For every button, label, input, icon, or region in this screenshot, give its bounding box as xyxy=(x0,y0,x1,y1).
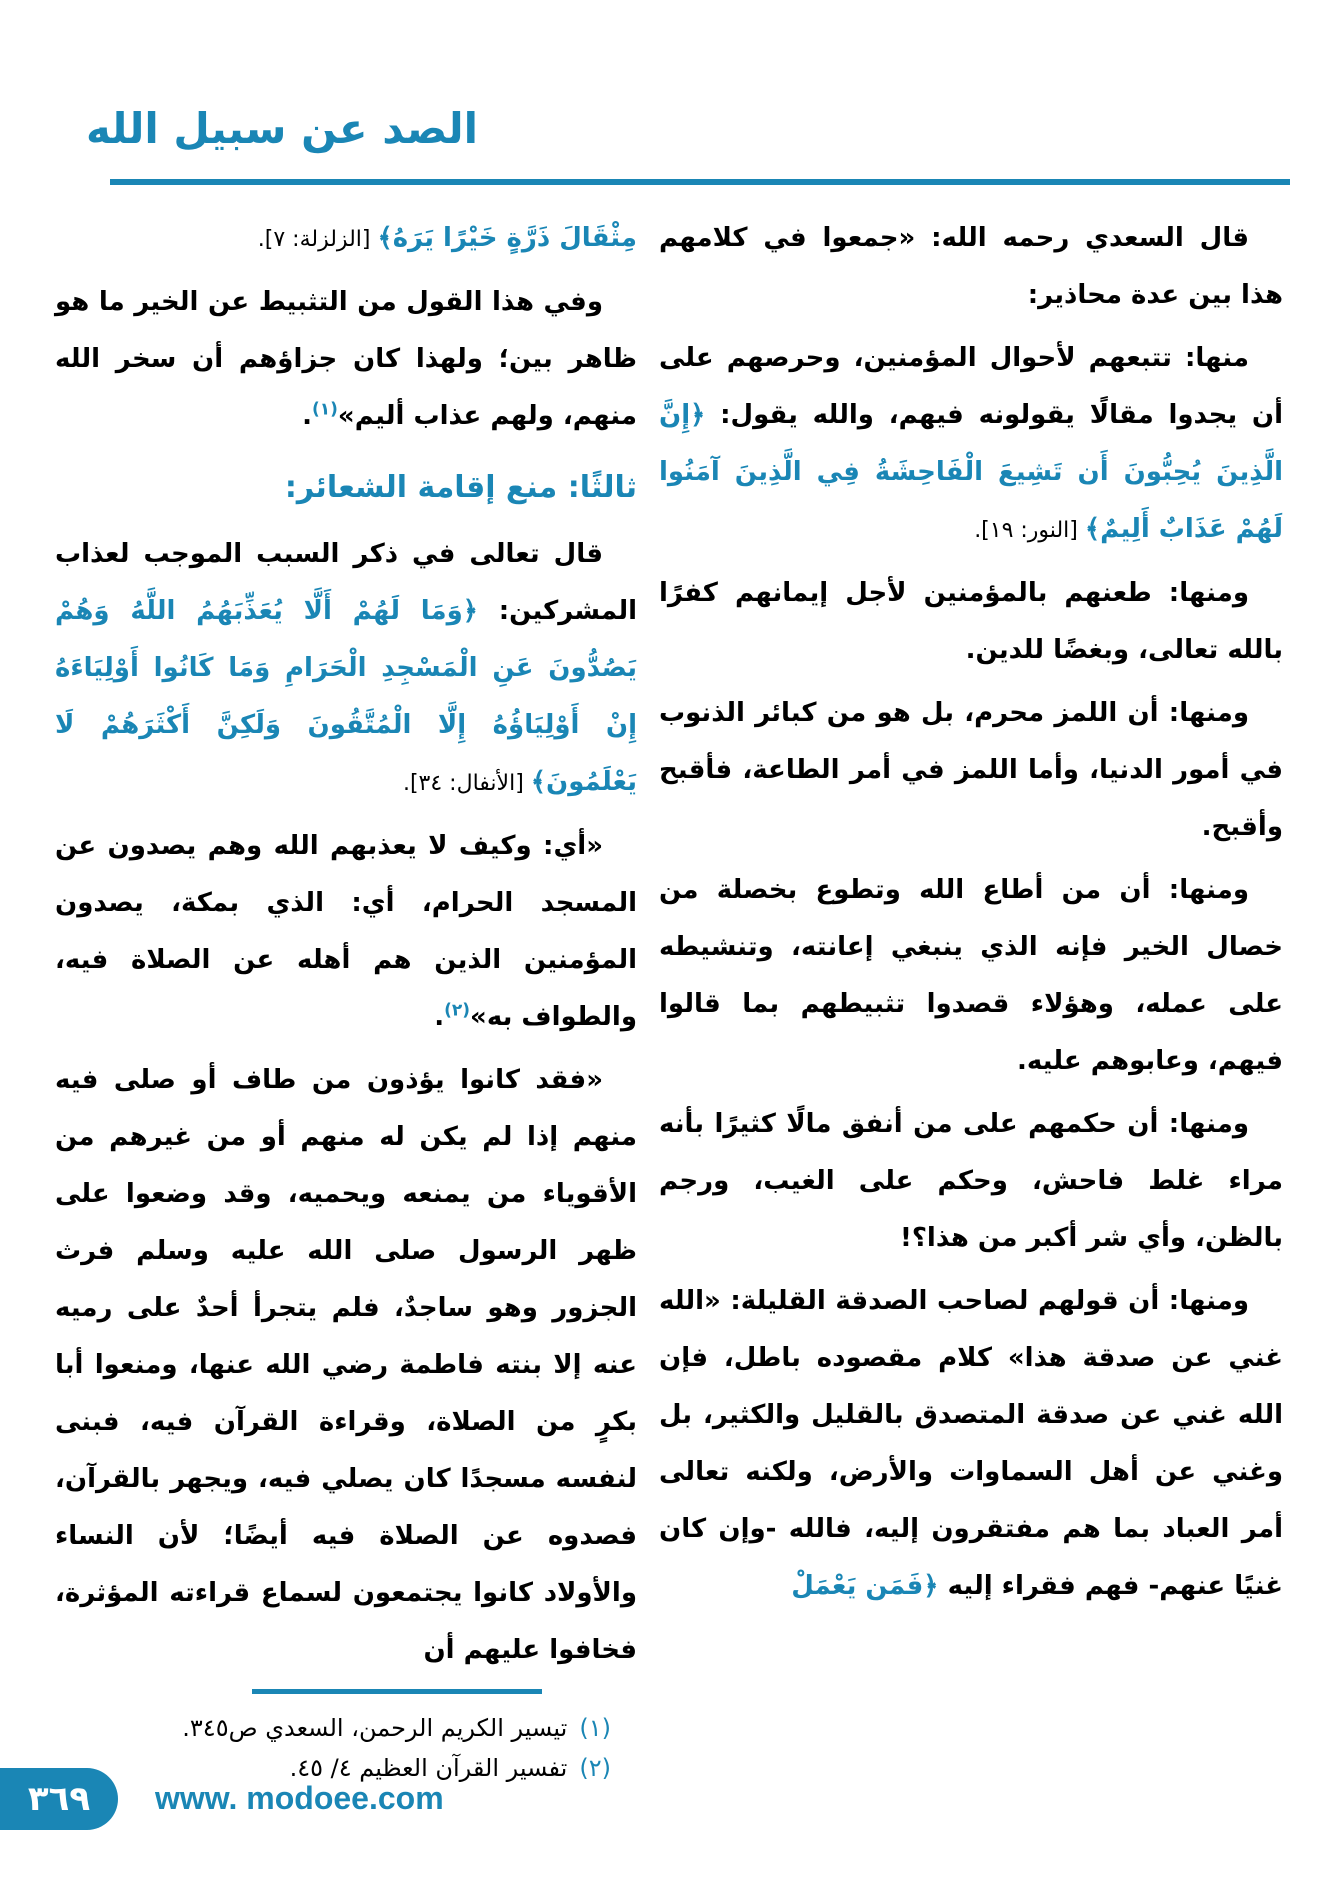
paragraph xyxy=(55,210,637,268)
quran-verse: ﴿إِنَّ الَّذِينَ يُحِبُّونَ أَن تَشِيعَ الْفَاحِشَةُ فِي الَّذِينَ آمَنُوا لَهُمْ عَذَابٌ أَلِيمٌ﴾ xyxy=(659,400,1283,544)
page-title: الصد عن سبيل الله xyxy=(86,104,479,153)
footnote-marker: (٢) xyxy=(444,1000,471,1021)
paragraph xyxy=(659,210,1283,324)
paragraph xyxy=(55,274,637,445)
header-rule xyxy=(110,179,1290,185)
verse-reference: [النور: ١٩]. xyxy=(974,518,1085,543)
paragraph xyxy=(55,526,637,812)
footnote-separator xyxy=(252,1689,542,1694)
paragraph xyxy=(659,330,1283,559)
footnote-item xyxy=(55,1708,637,1748)
footnote-area xyxy=(55,1689,637,1788)
footnote-text: تفسير القرآن العظيم ٤/ ٤٥. xyxy=(289,1754,568,1782)
website-url: www. modoee.com xyxy=(155,1780,444,1816)
section-heading xyxy=(55,459,637,516)
verse-reference: [الزلزلة: ٧]. xyxy=(257,227,378,252)
paragraph xyxy=(659,565,1283,679)
body-text: قال تعالى في ذكر السبب الموجب لعذاب المشركين: xyxy=(55,539,637,626)
footnote-marker: (١) xyxy=(311,399,338,420)
verse-reference: [الأنفال: ٣٤]. xyxy=(402,771,531,796)
body-text: ومنها: أن اللمز محرم، بل هو من كبائر الذنوب في أمور الدنيا، وأما اللمز في أمر الطاعة، فأقبح وأقبح. xyxy=(659,698,1283,842)
body-text: ومنها: أن من أطاع الله وتطوع بخصلة من خصال الخير فإنه الذي ينبغي إعانته، وتنشيطه على عمله، وهؤلاء قصدوا تثبيطهم بما قالوا فيهم، وعابوهم عليه. xyxy=(659,875,1283,1076)
body-text: . xyxy=(302,401,312,431)
body-text: ومنها: أن حكمهم على من أنفق مالًا كثيرًا بأنه مراء غلط فاحش، وحكم على الغيب، ورجم بالظن، وأي شر أكبر من هذا؟! xyxy=(659,1109,1283,1253)
column-left xyxy=(55,210,637,1788)
paragraph xyxy=(659,1096,1283,1267)
body-text: ومنها: أن قولهم لصاحب الصدقة القليلة: «الله غني عن صدقة هذا» كلام مقصوده باطل، فإن الله غني عن صدقة المتصدق بالقليل والكثير، بل وغني عن أهل السماوات والأرض، ولكنه تعالى أمر العباد بما هم مفتقرون إليه، فالله -وإن كان غنيًا عنهم- فهم فقراء إليه xyxy=(659,1286,1283,1601)
body-text: وفي هذا القول من التثبيط عن الخير ما هو ظاهر بين؛ ولهذا كان جزاؤهم أن سخر الله منهم، ولهم عذاب أليم» xyxy=(55,287,637,431)
body-text: ثالثًا: منع إقامة الشعائر: xyxy=(284,470,637,505)
quran-verse: ﴿وَمَا لَهُمْ أَلَّا يُعَذِّبَهُمُ اللَّهُ وَهُمْ يَصُدُّونَ عَنِ الْمَسْجِدِ الْحَرَامِ وَمَا كَانُوا أَوْلِيَاءَهُ إِنْ أَوْلِيَاؤُهُ إِلَّا الْمُتَّقُونَ وَلَكِنَّ أَكْثَرَهُمْ لَا يَعْلَمُونَ﴾ xyxy=(55,596,637,797)
footnote-number: (١) xyxy=(579,1714,611,1742)
body-text: . xyxy=(434,1002,445,1032)
body-text: ومنها: طعنهم بالمؤمنين لأجل إيمانهم كفرًا بالله تعالى، وبغضًا للدين. xyxy=(659,578,1283,665)
page-number-badge: ٣٦٩ xyxy=(0,1768,118,1830)
column-right xyxy=(659,210,1283,1621)
body-text: قال السعدي رحمه الله: «جمعوا في كلامهم هذا بين عدة محاذير: xyxy=(659,223,1283,310)
body-text: «فقد كانوا يؤذون من طاف أو صلى فيه منهم إذا لم يكن له منهم أو من غيرهم من الأقوياء من يمنعه ويحميه، وقد وضعوا على ظهر الرسول صلى الله عليه وسلم فرث الجزور وهو ساجدٌ، فلم يتجرأ أحدٌ على رميه عنه إلا بنته فاطمة رضي الله عنها، ومنعوا أبا بكرٍ من الصلاة، وقراءة القرآن فيه، فبنى لنفسه مسجدًا كان يصلي فيه، ويجهر بالقرآن، فصدوه عن الصلاة فيه أيضًا؛ لأن النساء والأولاد كانوا يجتمعون لسماع قراءته المؤثرة، فخافوا عليهم أن xyxy=(55,1065,637,1665)
footnote-text: تيسير الكريم الرحمن، السعدي ص٣٤٥. xyxy=(182,1714,568,1742)
text-columns xyxy=(55,210,1283,1788)
paragraph xyxy=(659,862,1283,1090)
paragraph xyxy=(659,1273,1283,1615)
footnote-number: (٢) xyxy=(579,1754,611,1782)
paragraph xyxy=(659,685,1283,856)
body-text: «أي: وكيف لا يعذبهم الله وهم يصدون عن المسجد الحرام، أي: الذي بمكة، يصدون المؤمنين الذين هم أهله عن الصلاة فيه، والطواف به» xyxy=(55,831,637,1032)
quran-verse: مِثْقَالَ ذَرَّةٍ خَيْرًا يَرَهُ﴾ xyxy=(377,223,637,253)
column-left-body xyxy=(55,210,637,1679)
paragraph xyxy=(55,1052,637,1679)
quran-verse: ﴿فَمَن يَعْمَلْ xyxy=(791,1571,939,1601)
body-text: منها: تتبعهم لأحوال المؤمنين، وحرصهم على أن يجدوا مقالًا يقولونه فيهم، والله يقول: xyxy=(659,343,1283,430)
paragraph xyxy=(55,818,637,1046)
